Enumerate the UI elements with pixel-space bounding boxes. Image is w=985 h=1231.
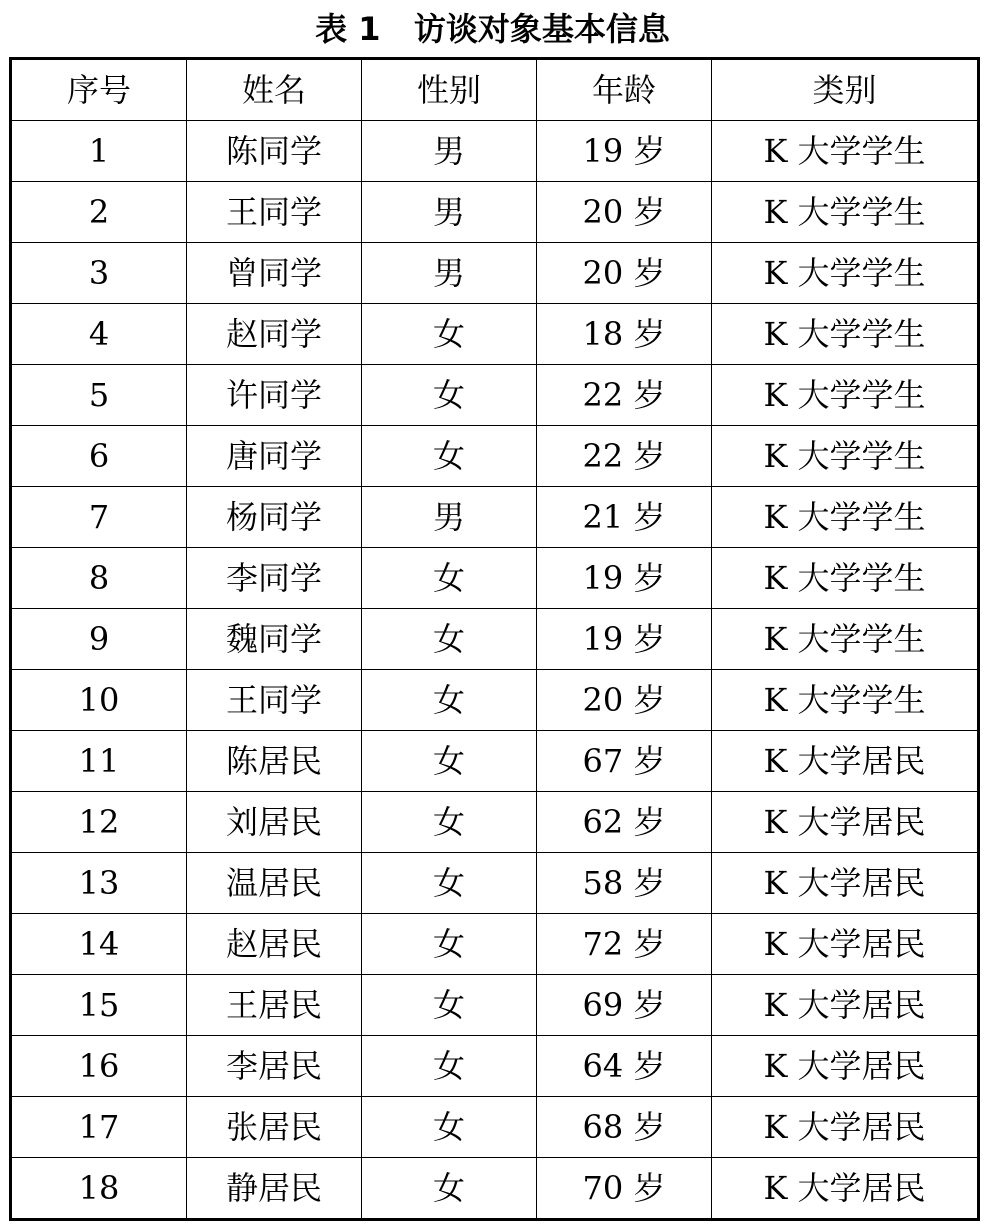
cell-gender: 男 <box>362 121 537 182</box>
table-row <box>11 243 979 304</box>
cell-index: 9 <box>11 609 187 670</box>
header-age: 年龄 <box>537 59 712 121</box>
cell-name: 魏同学 <box>187 609 362 670</box>
cell-name: 王居民 <box>187 975 362 1036</box>
cell-name: 陈居民 <box>187 731 362 792</box>
cell-age: 69 岁 <box>537 975 712 1036</box>
table-row <box>11 792 979 853</box>
cell-name: 王同学 <box>187 182 362 243</box>
table-row <box>11 487 979 548</box>
cell-index: 12 <box>11 792 187 853</box>
table-row <box>11 975 979 1036</box>
cell-gender: 女 <box>362 1036 537 1097</box>
cell-age: 22 岁 <box>537 365 712 426</box>
cell-age: 72 岁 <box>537 914 712 975</box>
cell-gender: 男 <box>362 182 537 243</box>
table-row <box>11 182 979 243</box>
table-caption: 表 1 访谈对象基本信息 <box>315 10 670 48</box>
cell-age: 70 岁 <box>537 1158 712 1220</box>
cell-category: K 大学学生 <box>712 487 979 548</box>
cell-name: 王同学 <box>187 670 362 731</box>
cell-gender: 女 <box>362 1158 537 1220</box>
cell-category: K 大学学生 <box>712 121 979 182</box>
cell-index: 10 <box>11 670 187 731</box>
cell-age: 19 岁 <box>537 548 712 609</box>
cell-category: K 大学居民 <box>712 975 979 1036</box>
cell-category: K 大学学生 <box>712 426 979 487</box>
cell-age: 20 岁 <box>537 243 712 304</box>
cell-gender: 女 <box>362 975 537 1036</box>
cell-index: 11 <box>11 731 187 792</box>
cell-age: 62 岁 <box>537 792 712 853</box>
table-row <box>11 548 979 609</box>
cell-category: K 大学学生 <box>712 609 979 670</box>
cell-name: 陈同学 <box>187 121 362 182</box>
cell-gender: 女 <box>362 365 537 426</box>
cell-index: 6 <box>11 426 187 487</box>
cell-index: 2 <box>11 182 187 243</box>
cell-category: K 大学学生 <box>712 365 979 426</box>
table-row <box>11 853 979 914</box>
cell-age: 64 岁 <box>537 1036 712 1097</box>
cell-name: 张居民 <box>187 1097 362 1158</box>
cell-gender: 女 <box>362 670 537 731</box>
cell-gender: 女 <box>362 731 537 792</box>
header-category: 类别 <box>712 59 979 121</box>
cell-age: 20 岁 <box>537 670 712 731</box>
cell-age: 20 岁 <box>537 182 712 243</box>
cell-category: K 大学居民 <box>712 853 979 914</box>
cell-index: 4 <box>11 304 187 365</box>
table-header-row <box>11 59 979 121</box>
table-row <box>11 1097 979 1158</box>
cell-name: 赵居民 <box>187 914 362 975</box>
cell-age: 18 岁 <box>537 304 712 365</box>
cell-age: 22 岁 <box>537 426 712 487</box>
cell-index: 1 <box>11 121 187 182</box>
cell-category: K 大学居民 <box>712 1097 979 1158</box>
cell-index: 14 <box>11 914 187 975</box>
cell-name: 许同学 <box>187 365 362 426</box>
cell-index: 3 <box>11 243 187 304</box>
table-row <box>11 731 979 792</box>
cell-name: 赵同学 <box>187 304 362 365</box>
cell-index: 16 <box>11 1036 187 1097</box>
cell-gender: 女 <box>362 304 537 365</box>
table-row <box>11 304 979 365</box>
cell-name: 李居民 <box>187 1036 362 1097</box>
cell-category: K 大学学生 <box>712 548 979 609</box>
cell-gender: 女 <box>362 1097 537 1158</box>
cell-name: 唐同学 <box>187 426 362 487</box>
cell-index: 13 <box>11 853 187 914</box>
cell-age: 67 岁 <box>537 731 712 792</box>
header-gender: 性别 <box>362 59 537 121</box>
cell-category: K 大学学生 <box>712 243 979 304</box>
cell-category: K 大学居民 <box>712 1158 979 1220</box>
cell-index: 8 <box>11 548 187 609</box>
table-row <box>11 1036 979 1097</box>
table-row <box>11 121 979 182</box>
cell-category: K 大学居民 <box>712 914 979 975</box>
interviewee-table <box>9 57 980 1221</box>
cell-gender: 女 <box>362 914 537 975</box>
cell-name: 杨同学 <box>187 487 362 548</box>
table-row <box>11 609 979 670</box>
cell-age: 19 岁 <box>537 121 712 182</box>
cell-category: K 大学学生 <box>712 670 979 731</box>
cell-index: 17 <box>11 1097 187 1158</box>
cell-age: 19 岁 <box>537 609 712 670</box>
cell-age: 58 岁 <box>537 853 712 914</box>
cell-category: K 大学居民 <box>712 1036 979 1097</box>
cell-category: K 大学学生 <box>712 304 979 365</box>
cell-gender: 女 <box>362 853 537 914</box>
cell-age: 68 岁 <box>537 1097 712 1158</box>
cell-gender: 女 <box>362 426 537 487</box>
cell-gender: 女 <box>362 609 537 670</box>
table-row <box>11 365 979 426</box>
header-index: 序号 <box>11 59 187 121</box>
table-body <box>11 121 979 1220</box>
cell-index: 18 <box>11 1158 187 1220</box>
cell-category: K 大学学生 <box>712 182 979 243</box>
cell-index: 7 <box>11 487 187 548</box>
cell-gender: 男 <box>362 243 537 304</box>
table-row <box>11 426 979 487</box>
cell-name: 温居民 <box>187 853 362 914</box>
cell-name: 曾同学 <box>187 243 362 304</box>
table-row <box>11 1158 979 1220</box>
cell-index: 15 <box>11 975 187 1036</box>
cell-name: 刘居民 <box>187 792 362 853</box>
cell-gender: 男 <box>362 487 537 548</box>
cell-age: 21 岁 <box>537 487 712 548</box>
table-row <box>11 670 979 731</box>
header-name: 姓名 <box>187 59 362 121</box>
cell-name: 李同学 <box>187 548 362 609</box>
cell-category: K 大学居民 <box>712 792 979 853</box>
cell-gender: 女 <box>362 548 537 609</box>
cell-gender: 女 <box>362 792 537 853</box>
cell-name: 静居民 <box>187 1158 362 1220</box>
cell-category: K 大学居民 <box>712 731 979 792</box>
cell-index: 5 <box>11 365 187 426</box>
table-row <box>11 914 979 975</box>
